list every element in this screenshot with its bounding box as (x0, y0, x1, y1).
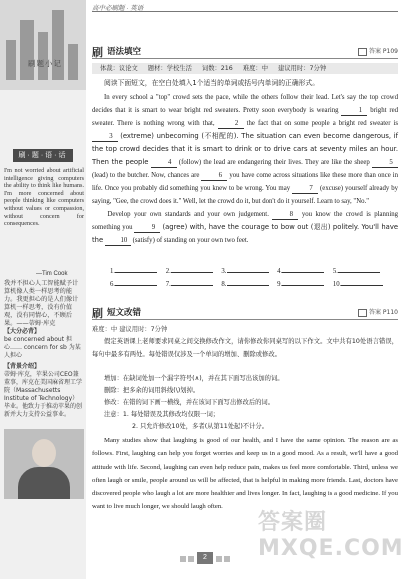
brush-icon: 刷 (92, 307, 103, 320)
answer-field-1[interactable] (115, 272, 157, 273)
brush-icon: 刷 (92, 46, 103, 59)
sidebar-background (4, 363, 84, 419)
exercise-meta-2: 难度：中 建议用时：7分钟 (92, 326, 168, 333)
blank-3[interactable]: 3 (92, 132, 118, 142)
watermark: 答案圈 MXQE.COM (258, 510, 404, 561)
footer-decoration (180, 556, 186, 562)
checkbox-icon (358, 48, 367, 56)
blank-1[interactable]: 1 (341, 106, 367, 116)
blank-7[interactable]: 7 (292, 184, 318, 194)
sidebar-header-image (0, 0, 86, 90)
meta-genre: 体裁：议论文 (100, 65, 138, 72)
section-header-grammar (92, 44, 398, 59)
error-instructions: 假定英语课上老师要求同桌之间交换修改作文，请你修改你同桌写的以下作文。文中共有10处语言错误，每句中最多有两处。每处错误仅涉及一个单词的增加、删除或修改。 (92, 338, 398, 358)
footer-decoration (224, 556, 230, 562)
rule-add: 增加：在缺词处加一个漏字符号(∧)，并在其下面写出该加的词。 (104, 375, 284, 382)
error-passage: Many studies show that laughing is good of our health, and I have the same opinion. The reason are as follows. First, laughing can help you forget worries and keep us in a good mood. As a result, we'll have a good attitude with life. Second, laughing can even help reduce pain, makes us feel more comfortable. Third, unless we often laugh or smile, people around us will be affected, that is helpful in making more friends. Last, doctors have discovered people who laugh a lot are more healthier and lives longer. In fact, laughing is a good medicine. If you want to live much longer, we should laugh often. (92, 437, 398, 511)
meta-topic: 题材：学校生活 (147, 65, 192, 72)
instructions: 阅读下面短文，在空白处填入1个适当的单词或括号内单词的正确形式。 (104, 79, 320, 87)
answer-field-7[interactable] (171, 285, 213, 286)
blank-5[interactable]: 5 (372, 158, 398, 168)
sidebar-quote-author: —Tim Cook (36, 271, 68, 277)
sidebar-vocab (4, 328, 84, 360)
section-title: 语法填空 (107, 47, 142, 57)
checkbox-icon (358, 309, 367, 317)
answer-field-9[interactable] (282, 285, 324, 286)
note-1: 注意：1. 每处错误及其修改均仅限一词； (104, 411, 220, 418)
blank-9[interactable]: 9 (134, 223, 160, 233)
sidebar-vocab-label: 【大分必背】 (4, 328, 41, 335)
blank-8[interactable]: 8 (272, 210, 298, 220)
page-number: 2 (197, 552, 213, 564)
sidebar-quote: I'm not worried about artificial intelligence giving computers the ability to think like humans. I'm more concerned about people thinking like computers without values or compassion, without concern for consequences. (4, 167, 84, 228)
answer-reference: 答案 P110 (358, 307, 398, 317)
answer-reference: 答案 P109 (358, 46, 398, 56)
exercise-meta (92, 63, 398, 74)
answer-field-4[interactable] (282, 272, 324, 273)
blank-6[interactable]: 6 (201, 171, 227, 181)
portrait-photo (4, 429, 84, 499)
sidebar-title: 刷题小记 (28, 59, 62, 68)
answer-field-2[interactable] (171, 272, 213, 273)
section-title: 短文改错 (107, 308, 142, 318)
meta-time: 建议用时：7分钟 (278, 65, 327, 72)
footer-decoration (216, 556, 222, 562)
answer-row-1: 1. 2. 3. 4. 5. (110, 268, 390, 275)
sidebar-background-label: 【背景介绍】 (4, 363, 41, 370)
meta-difficulty: 难度：中 (242, 65, 269, 72)
rule-modify: 修改：在错的词下画一横线，并在该词下面写出修改后的词。 (104, 399, 275, 406)
answer-field-8[interactable] (227, 285, 269, 286)
sidebar-background-text: 蒂姆·库克，苹果公司CEO兼董事，库克在美国麻省理工学院（Massachusetts Institute of Technology）毕业。他致力于推动苹果的创新并大力支持公益事业。 (4, 371, 83, 418)
blank-4[interactable]: 4 (151, 158, 177, 168)
header-divider (92, 11, 398, 12)
section-header-error-correction (92, 305, 398, 320)
answer-field-3[interactable] (227, 272, 269, 273)
answer-field-6[interactable] (115, 285, 157, 286)
sidebar-vocab-text: be concerned about 担心…… concern for sb 为某人担心 (4, 336, 81, 359)
sidebar (0, 0, 86, 579)
footer-decoration (188, 556, 194, 562)
sidebar-quote-translation: 我并不担心人工智能赋予计算机像人类一样思考的能力。我更担心的是人们像计算机一样思考，没有价值观，没有同情心，不顾后果。——蒂姆·库克 (4, 280, 79, 327)
answer-field-10[interactable] (341, 285, 383, 286)
header-breadcrumb: 高中必刷题 · 英语 (92, 5, 144, 12)
answer-field-5[interactable] (338, 272, 380, 273)
answer-row-2: 6. 7. 8. 9. 10. (110, 281, 390, 288)
blank-2[interactable]: 2 (218, 119, 244, 129)
meta-words: 词数：216 (201, 65, 233, 72)
blank-10[interactable]: 10 (105, 236, 131, 246)
note-2: 2. 只允许修改10处，多者(从第11处起)不计分。 (132, 423, 268, 430)
grammar-passage: In every school a "top" crowd sets the pace, while the others follow their lead. Let's say the top crowd decides that it is smart to wear bright red sweaters. Pretty soon everybody is wearing 1 bright red sweater. There is nothing wrong with that, 2 the fact that on some people a bright red sweater is 3 (extreme) unbecoming (不相配的). The situation can even become dangerous, if the top crowd decides that it is smart to drink or to drive cars at seventy miles an hour. Then the people 4 (follow) the lead are endangering their lives. They are like the sheep 5 (lead) to the butcher. Now, chances are 6 you have come across situations like these more than once in life. Once you probably did something you knew to be wrong. You may 7 (excuse) yourself already by saying, "Gee, the crowd does it." Well, let the crowd do it, but don't do it yourself. Learn to say, "No." Develop your own standards and your own judgement. 8 you know the crowd is planning something you 9 (agree) with, have the courage to bow out (退出) politely. You'll have the 10 (satisfy) of standing on your own two feet. (92, 94, 399, 244)
sidebar-badge: 刷·题·语·话 (13, 149, 73, 162)
rule-delete: 删除：把多余的词用斜线(\)划掉。 (104, 387, 200, 394)
